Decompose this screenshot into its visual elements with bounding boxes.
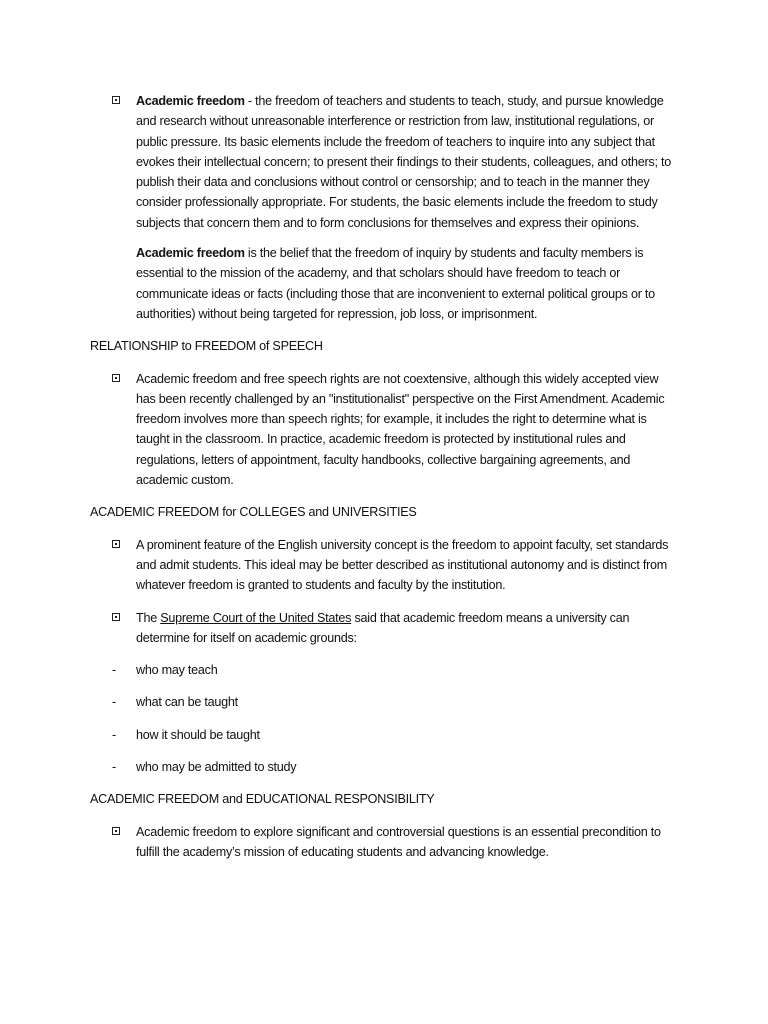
colleges-paragraph: A prominent feature of the English university concept is the freedom to appoint faculty, set standards and admit students. This ideal may be better described as institutional autonomy and is distinct from whatever freedom is granted to students and faculty by the institution.	[136, 537, 669, 593]
dash-marker: -	[112, 760, 116, 775]
section-heading-responsibility: ACADEMIC FREEDOM and EDUCATIONAL RESPONSIBILITY	[90, 792, 435, 807]
checkbox-bullet-icon	[112, 540, 120, 548]
supreme-court-link[interactable]: Supreme Court of the United States	[160, 610, 352, 625]
dash-marker: -	[112, 727, 116, 742]
checkbox-bullet-icon	[112, 96, 120, 104]
checkbox-bullet-icon	[112, 374, 120, 382]
list-item	[90, 660, 688, 680]
court-paragraph: The Supreme Court of the United States said that academic freedom means a university can determine for itself on academic grounds:	[136, 610, 630, 645]
bullet-responsibility	[90, 822, 676, 863]
list-item-text: who may teach	[136, 663, 218, 678]
list-item	[90, 692, 688, 712]
bullet-speech-rights	[90, 369, 676, 491]
list-item-text: who may be admitted to study	[136, 760, 297, 775]
term-bold: Academic freedom	[136, 246, 245, 261]
checkbox-bullet-icon	[112, 827, 120, 835]
belief-text: is the belief that the freedom of inquiry by students and faculty members is essential to the mission of the academy, and that scholars should have freedom to teach or communicate ideas or facts (including those that are inconvenient to external political groups or to authorities) without being targeted for repression, job loss, or imprisonment.	[136, 246, 655, 321]
section-heading-colleges: ACADEMIC FREEDOM for COLLEGES and UNIVERSITIES	[90, 505, 417, 520]
definition-paragraph	[136, 91, 676, 233]
responsibility-paragraph: Academic freedom to explore significant and controversial questions is an essential precondition to fulfill the academy’s mission of educating students and advancing knowledge.	[136, 824, 661, 859]
list-item-text: what can be taught	[136, 695, 238, 710]
term-bold: Academic freedom	[136, 94, 245, 108]
list-item-text: how it should be taught	[136, 727, 260, 742]
bullet-academic-freedom-definition	[90, 91, 676, 324]
checkbox-bullet-icon	[112, 613, 120, 621]
list-item	[90, 757, 688, 777]
dash-marker: -	[112, 663, 116, 678]
bullet-supreme-court	[90, 608, 676, 649]
section-heading-speech: RELATIONSHIP to FREEDOM of SPEECH	[90, 339, 323, 354]
definition-text: - the freedom of teachers and students to teach, study, and pursue knowledge and research without unreasonable interference or restriction from law, institutional regulations, or public pressure. Its basic elements include the freedom of teachers to inquire into any subject that evokes their intellectual concern; to present their findings to their students, colleagues, and others; to publish their data and conclusions without control or censorship; and to teach in the manner they consider professionally appropriate. For students, the basic elements include the freedom to study subjects that concern them and to form conclusions for themselves and express their opinions.	[136, 94, 671, 230]
belief-paragraph	[136, 243, 676, 324]
dash-marker: -	[112, 695, 116, 710]
speech-paragraph: Academic freedom and free speech rights are not coextensive, although this widely accepted view has been recently challenged by an "institutionalist" perspective on the First Amendment. Academic freedom involves more than speech rights; for example, it includes the right to determine what is taught in the classroom. In practice, academic freedom is protected by institutional rules and regulations, letters of appointment, faculty handbooks, collective bargaining agreements, and academic custom.	[136, 371, 665, 488]
bullet-english-university	[90, 535, 676, 596]
list-item	[90, 725, 688, 745]
